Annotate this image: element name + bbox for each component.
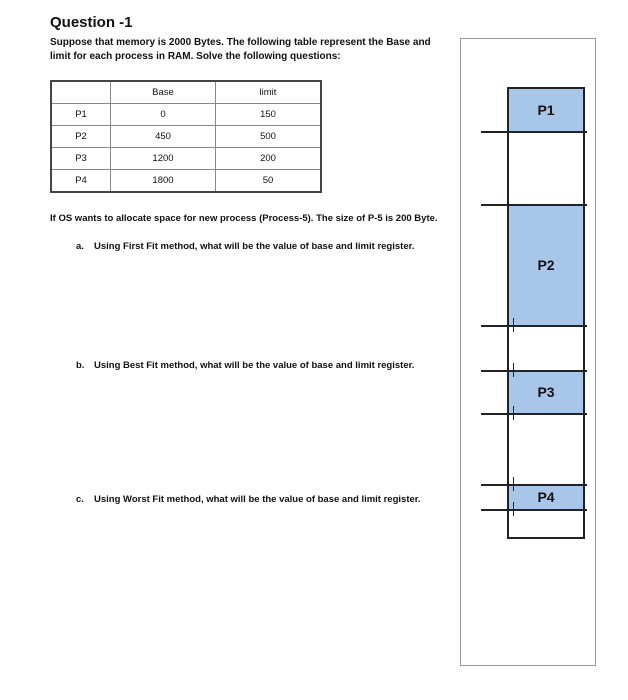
table-cell: 0 (111, 104, 216, 126)
subquestion-text: Using Best Fit method, what will be the value of base and limit register. (94, 360, 415, 371)
memory-tick (513, 502, 514, 516)
subquestion-c (76, 493, 426, 523)
question-intro: Suppose that memory is 2000 Bytes. The following table represent the Base and limit for each process in RAM. Solve the following questions: (50, 37, 431, 62)
subquestion-label: b. (76, 360, 85, 371)
table-cell: P4 (51, 170, 111, 193)
memory-boundary-line (481, 484, 587, 486)
memory-tick (513, 363, 514, 377)
table-cell: P2 (51, 126, 111, 148)
memory-tick (513, 406, 514, 420)
table-row (51, 148, 321, 170)
table-cell: 500 (216, 126, 322, 148)
table-cell: 1800 (111, 170, 216, 193)
table-cell: 50 (216, 170, 322, 193)
question-title: Question -1 (50, 14, 133, 31)
header-cell (51, 81, 111, 104)
subquestion-text: Using Worst Fit method, what will be the value of base and limit register. (94, 494, 421, 505)
memory-boundary-line (481, 370, 587, 372)
memory-block-p3: P3 (509, 371, 583, 413)
table-row (51, 126, 321, 148)
table-cell: 200 (216, 148, 322, 170)
memory-block-p1: P1 (509, 89, 583, 131)
subquestion-label: c. (76, 494, 84, 505)
memory-boundary-line (481, 204, 587, 206)
memory-boundary-line (481, 413, 587, 415)
table-row (51, 104, 321, 126)
table-cell: 450 (111, 126, 216, 148)
table-cell: 1200 (111, 148, 216, 170)
table-cell: P3 (51, 148, 111, 170)
memory-block-p4: P4 (509, 485, 583, 509)
subquestion-b (76, 359, 426, 389)
table-cell: P1 (51, 104, 111, 126)
table-cell: 150 (216, 104, 322, 126)
base-limit-table (50, 80, 322, 193)
header-cell: limit (216, 81, 322, 104)
memory-tick (513, 477, 514, 491)
subquestion-a (76, 240, 426, 270)
memory-boundary-line (481, 509, 587, 511)
memory-boundary-line (481, 131, 587, 133)
subquestion-text: Using First Fit method, what will be the value of base and limit register. (94, 241, 415, 252)
table-row (51, 170, 321, 193)
memory-tick (513, 318, 514, 332)
table-header-row (51, 81, 321, 104)
new-process-question: If OS wants to allocate space for new process (Process-5). The size of P-5 is 200 Byte. (50, 213, 438, 224)
subquestion-label: a. (76, 241, 84, 252)
memory-boundary-line (481, 325, 587, 327)
header-cell: Base (111, 81, 216, 104)
memory-block-p2: P2 (509, 205, 583, 325)
